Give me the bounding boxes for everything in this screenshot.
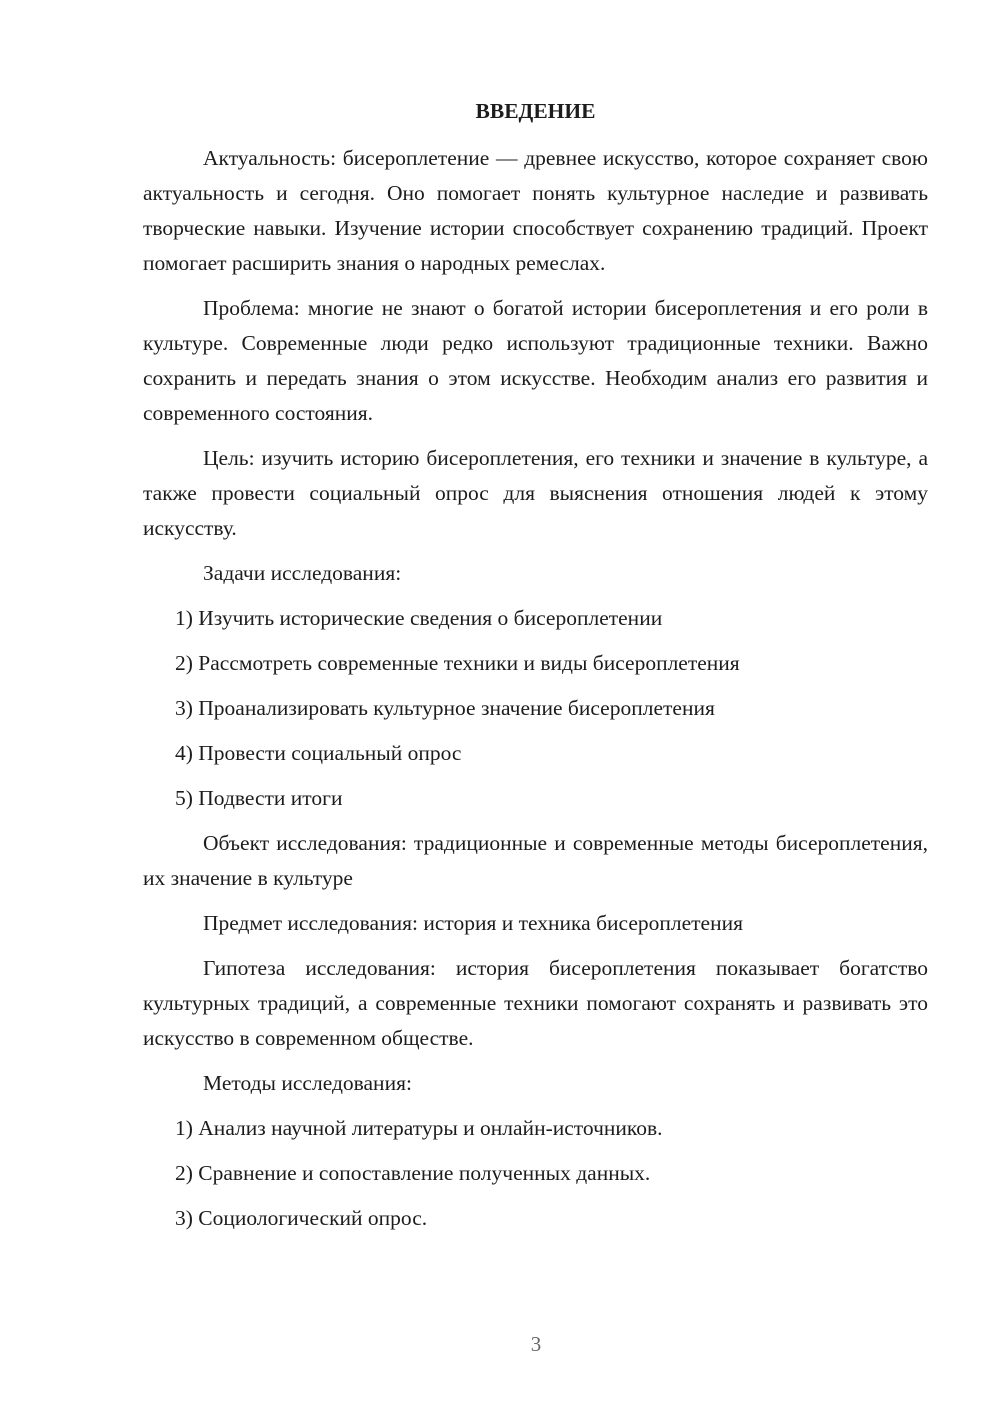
page-number: 3	[530, 1332, 542, 1356]
tasks-list	[143, 601, 928, 816]
methods-list	[143, 1111, 928, 1236]
methods-heading: Методы исследования:	[203, 1071, 412, 1095]
list-item: 3) Социологический опрос.	[175, 1206, 428, 1230]
list-item: 1) Изучить исторические сведения о бисероплетении	[175, 606, 663, 630]
list-item: 2) Сравнение и сопоставление полученных данных.	[175, 1161, 651, 1185]
tasks-heading: Задачи исследования:	[203, 561, 402, 585]
list-item: 4) Провести социальный опрос	[175, 741, 462, 765]
list-item: 2) Рассмотреть современные техники и виды бисероплетения	[175, 651, 740, 675]
object-paragraph: Объект исследования: традиционные и современные методы бисероплетения, их значение в культуре	[143, 831, 928, 890]
problem-paragraph: Проблема: многие не знают о богатой истории бисероплетения и его роли в культуре. Современные люди редко используют традиционные техники. Важно сохранить и передать знания о этом искусстве. Необходим анализ его развития и современного состояния.	[143, 296, 928, 425]
relevance-paragraph: Актуальность: бисероплетение — древнее искусство, которое сохраняет свою актуальность и сегодня. Оно помогает понять культурное наследие и развивать творческие навыки. Изучение истории способствует сохранению традиций. Проект помогает расширить знания о народных ремеслах.	[143, 146, 928, 275]
hypothesis-paragraph: Гипотеза исследования: история бисероплетения показывает богатство культурных традиций, а современные техники помогают сохранять и развивать это искусство в современном обществе.	[143, 956, 928, 1050]
document-page	[143, 94, 928, 1246]
list-item: 1) Анализ научной литературы и онлайн-источников.	[175, 1116, 663, 1140]
subject-paragraph: Предмет исследования: история и техника бисероплетения	[203, 911, 743, 935]
document-title: ВВЕДЕНИЕ	[475, 99, 596, 123]
list-item: 5) Подвести итоги	[175, 786, 343, 810]
list-item: 3) Проанализировать культурное значение бисероплетения	[175, 696, 715, 720]
goal-paragraph: Цель: изучить историю бисероплетения, его техники и значение в культуре, а также провести социальный опрос для выяснения отношения людей к этому искусству.	[143, 446, 928, 540]
